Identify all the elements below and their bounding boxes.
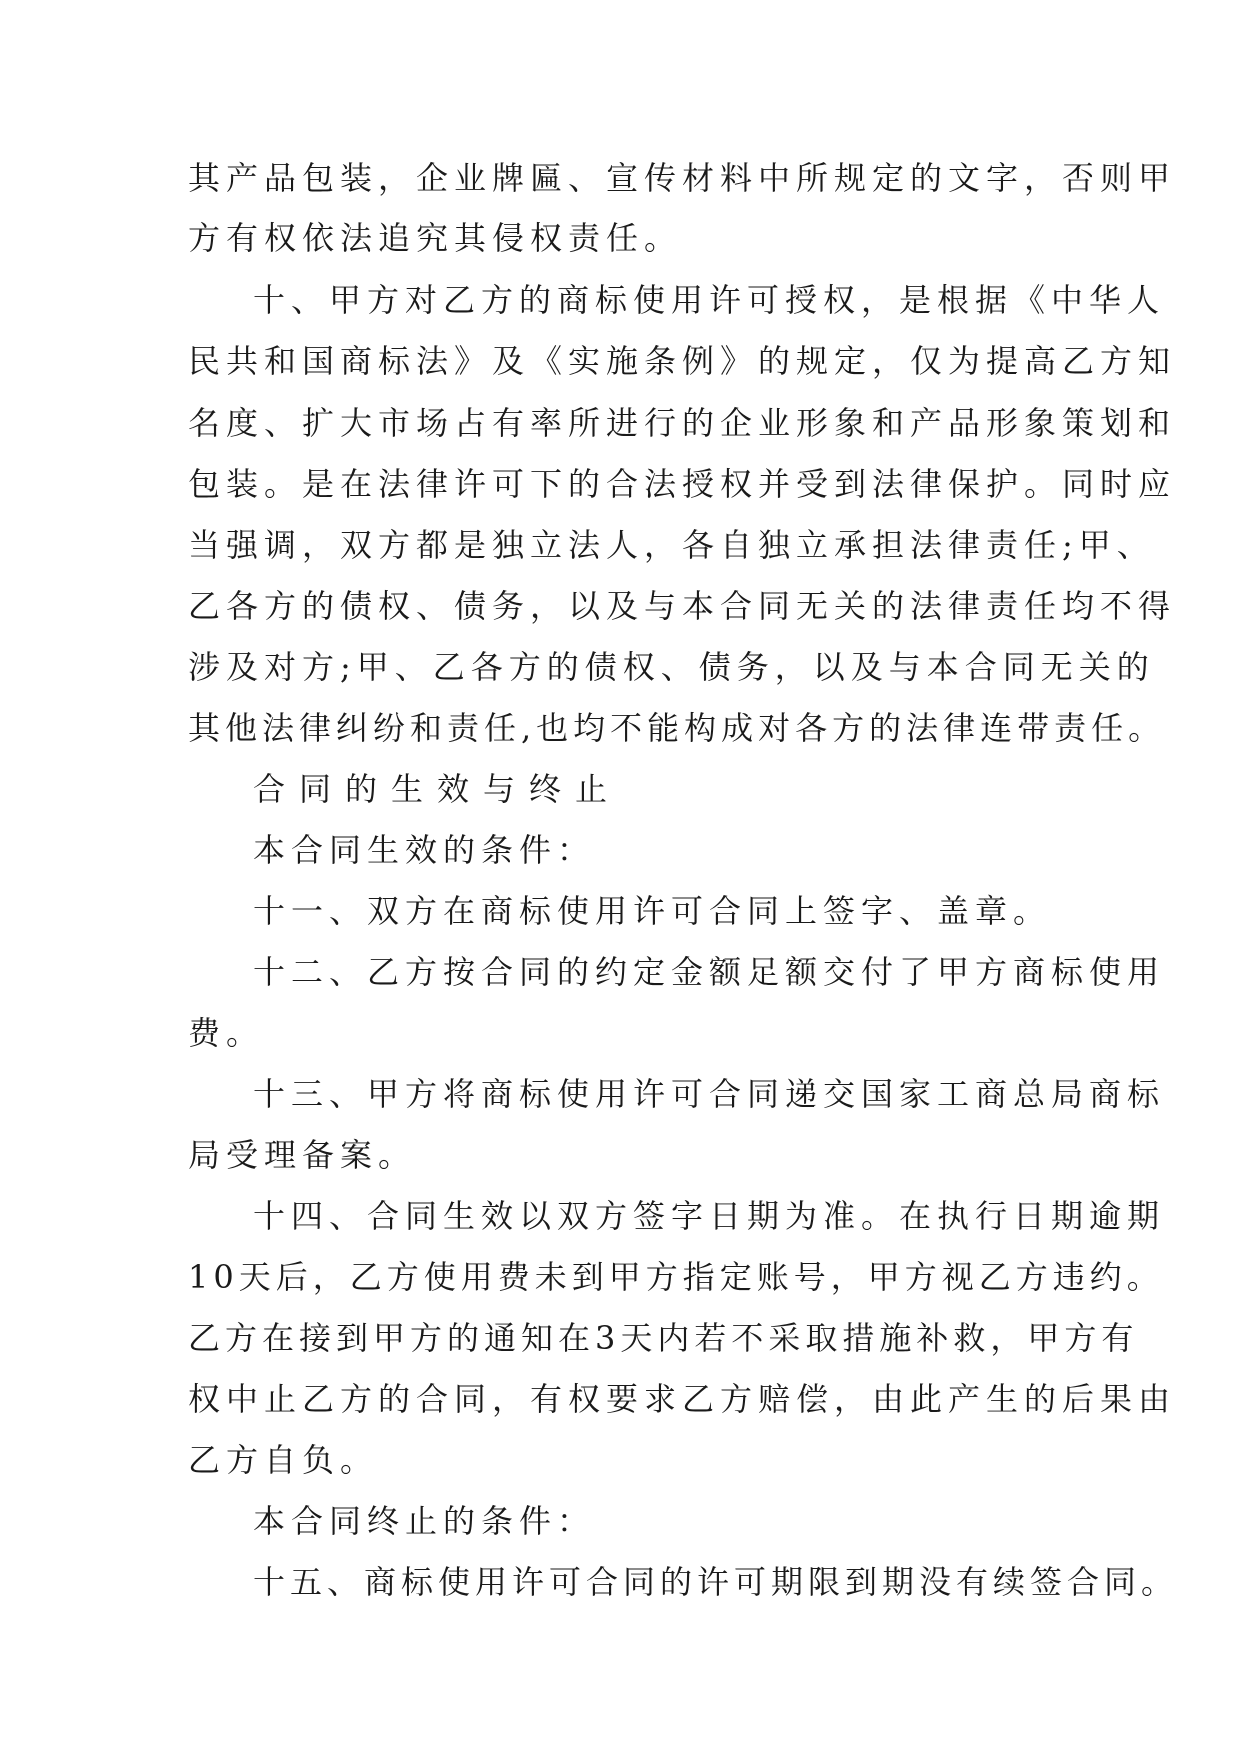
subheading-termination-conditions: 本合同终止的条件： [253, 1502, 596, 1540]
clause-14-line: 十四、合同生效以双方签字日期为准。在执行日期逾期 [253, 1197, 1166, 1235]
text-line: 费。 [188, 1014, 265, 1052]
clause-12-line: 十二、乙方按合同的约定金额足额交付了甲方商标使用 [253, 953, 1166, 991]
text-line: 其他法律纠纷和责任,也均不能构成对各方的法律连带责任。 [188, 709, 1166, 747]
text-line: 涉及对方;甲、乙各方的债权、债务，以及与本合同无关的 [188, 648, 1155, 686]
text-line: 其产品包装，企业牌匾、宣传材料中所规定的文字，否则甲 [188, 159, 1177, 197]
text-line: 乙方在接到甲方的通知在3天内若不采取措施补救，甲方有 [188, 1319, 1139, 1357]
section-heading: 合同的生效与终止 [253, 770, 622, 808]
text-line: 民共和国商标法》及《实施条例》的规定，仅为提高乙方知 [188, 342, 1177, 380]
text-line: 当强调，双方都是独立法人，各自独立承担法律责任;甲、 [188, 526, 1155, 564]
clause-15-line: 十五、商标使用许可合同的许可期限到期没有续签合同。 [253, 1563, 1179, 1601]
subheading-effective-conditions: 本合同生效的条件： [253, 831, 596, 869]
text-line: 方有权依法追究其侵权责任。 [188, 219, 683, 257]
clause-10-line: 十、甲方对乙方的商标使用许可授权，是根据《中华人 [253, 281, 1166, 319]
clause-11-line: 十一、双方在商标使用许可合同上签字、盖章。 [253, 892, 1052, 930]
text-line: 乙各方的债权、债务，以及与本合同无关的法律责任均不得 [188, 587, 1177, 625]
text-line: 权中止乙方的合同，有权要求乙方赔偿，由此产生的后果由 [188, 1380, 1177, 1418]
text-line: 10天后，乙方使用费未到甲方指定账号，甲方视乙方违约。 [188, 1258, 1164, 1296]
text-line: 名度、扩大市场占有率所进行的企业形象和产品形象策划和 [188, 404, 1177, 442]
text-line: 局受理备案。 [188, 1136, 417, 1174]
clause-13-line: 十三、甲方将商标使用许可合同递交国家工商总局商标 [253, 1075, 1166, 1113]
text-line: 乙方自负。 [188, 1441, 379, 1479]
text-line: 包装。是在法律许可下的合法授权并受到法律保护。同时应 [188, 465, 1177, 503]
